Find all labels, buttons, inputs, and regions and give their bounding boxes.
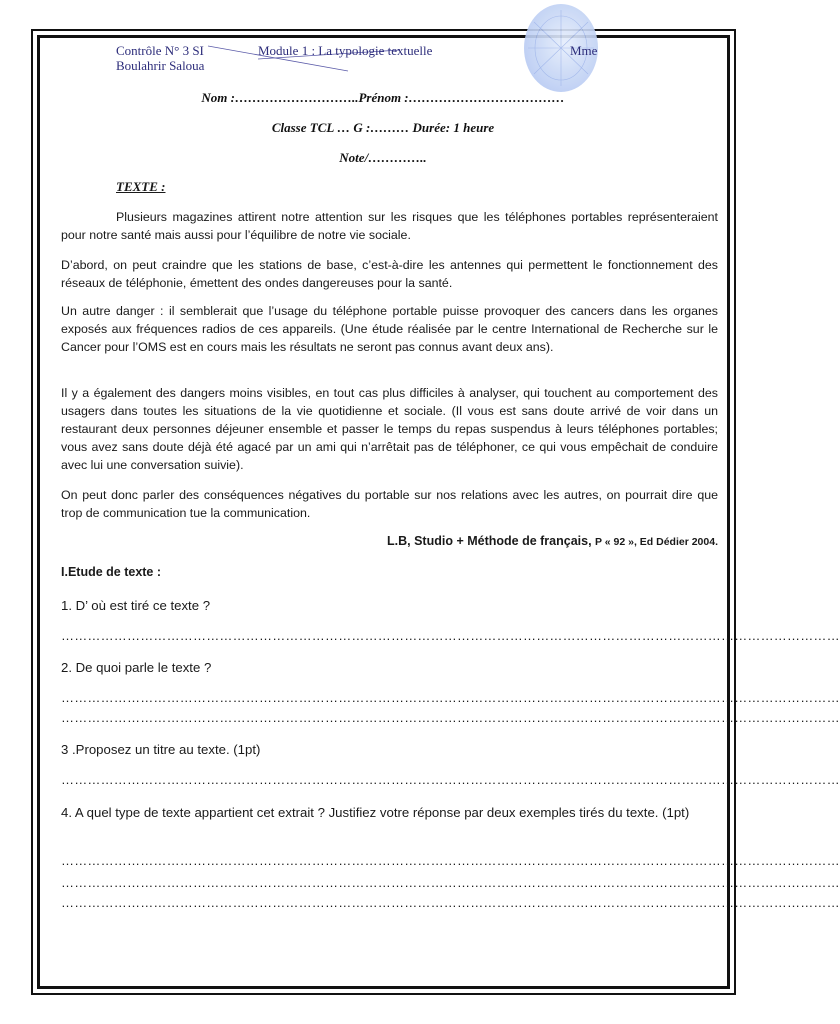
name-field: Nom :………………………..Prénom :……………………………… xyxy=(201,90,565,105)
module-label: Module 1 : La typologie textuelle xyxy=(258,43,433,58)
answer-line[interactable]: …………………………………………………………………………………………………………………………………………………………… xyxy=(61,710,840,725)
question-4: 4. A quel type de texte appartient cet extrait ? Justifiez votre réponse par deux exemples tirés du texte. (1pt) xyxy=(61,805,690,820)
source-main: L.B, Studio + Méthode de français, xyxy=(387,534,596,548)
answer-line[interactable]: …………………………………………………………………………………………………………………………………………………………… xyxy=(61,895,840,910)
paragraph-5: On peut donc parler des conséquences négatives du portable sur nos relations avec les autres, on pourrait dire que trop de communication tue la communication. xyxy=(61,488,718,521)
teacher-title: Mme xyxy=(570,43,598,58)
note-field: Note/………….. xyxy=(339,150,427,165)
text-source xyxy=(387,534,718,548)
question-3: 3 .Proposez un titre au texte. (1pt) xyxy=(61,742,261,757)
paragraph-4: Il y a également des dangers moins visibles, en tout cas plus difficiles à analyser, qui touchent au comportement des usagers dans toutes les situations de la vie quotidienne et sociale. (Il vous est sans doute arrivé de voir dans un restaurant deux personnes déjeuner ensemble et passer le temps du repas suspendus à leurs téléphones portables; vous avez sans doute déjà été agacé par un ami qui n’arrêtait pas de téléphoner, ce qui vous empêchait de conduire avec lui une conversation suivie). xyxy=(61,386,718,473)
paragraph-1: Plusieurs magazines attirent notre attention sur les risques que les téléphones portables représenteraient pour notre santé mais aussi pour l’équilibre de notre vie sociale. xyxy=(61,210,718,243)
teacher-name: Boulahrir Saloua xyxy=(116,58,205,73)
answer-line[interactable]: …………………………………………………………………………………………………………………………………………………………… xyxy=(61,772,840,787)
answer-line[interactable]: …………………………………………………………………………………………………………………………………………………………… xyxy=(61,628,840,643)
answer-line[interactable]: …………………………………………………………………………………………………………………………………………………………… xyxy=(61,875,840,890)
texte-heading: TEXTE : xyxy=(116,179,166,194)
class-field: Classe TCL … G :……… Durée: 1 heure xyxy=(271,120,495,135)
question-2: 2. De quoi parle le texte ? xyxy=(61,660,212,675)
answer-line[interactable]: …………………………………………………………………………………………………………………………………………………………… xyxy=(61,690,840,705)
controle-label: Contrôle N° 3 SI xyxy=(116,43,204,58)
question-1: 1. D’ où est tiré ce texte ? xyxy=(61,598,211,613)
paragraph-2: D’abord, on peut craindre que les stations de base, c’est-à-dire les antennes qui permettent le fonctionnement des réseaux de téléphonie, émettent des ondes dangereuses pour la santé. xyxy=(61,258,718,291)
source-details: P « 92 », Ed Dédier 2004. xyxy=(595,536,718,548)
paragraph-3: Un autre danger : il semblerait que l’usage du téléphone portable puisse provoquer des cancers dans les organes exposés aux fréquences radios de ces appareils. (Une étude réalisée par le centre International de Recherche sur le Cancer pour l’OMS est en cours mais les résultats ne seront pas connus avant deux ans). xyxy=(61,304,718,355)
answer-line[interactable]: …………………………………………………………………………………………………………………………………………………………… xyxy=(61,853,840,868)
section-title: I.Etude de texte : xyxy=(61,565,162,579)
